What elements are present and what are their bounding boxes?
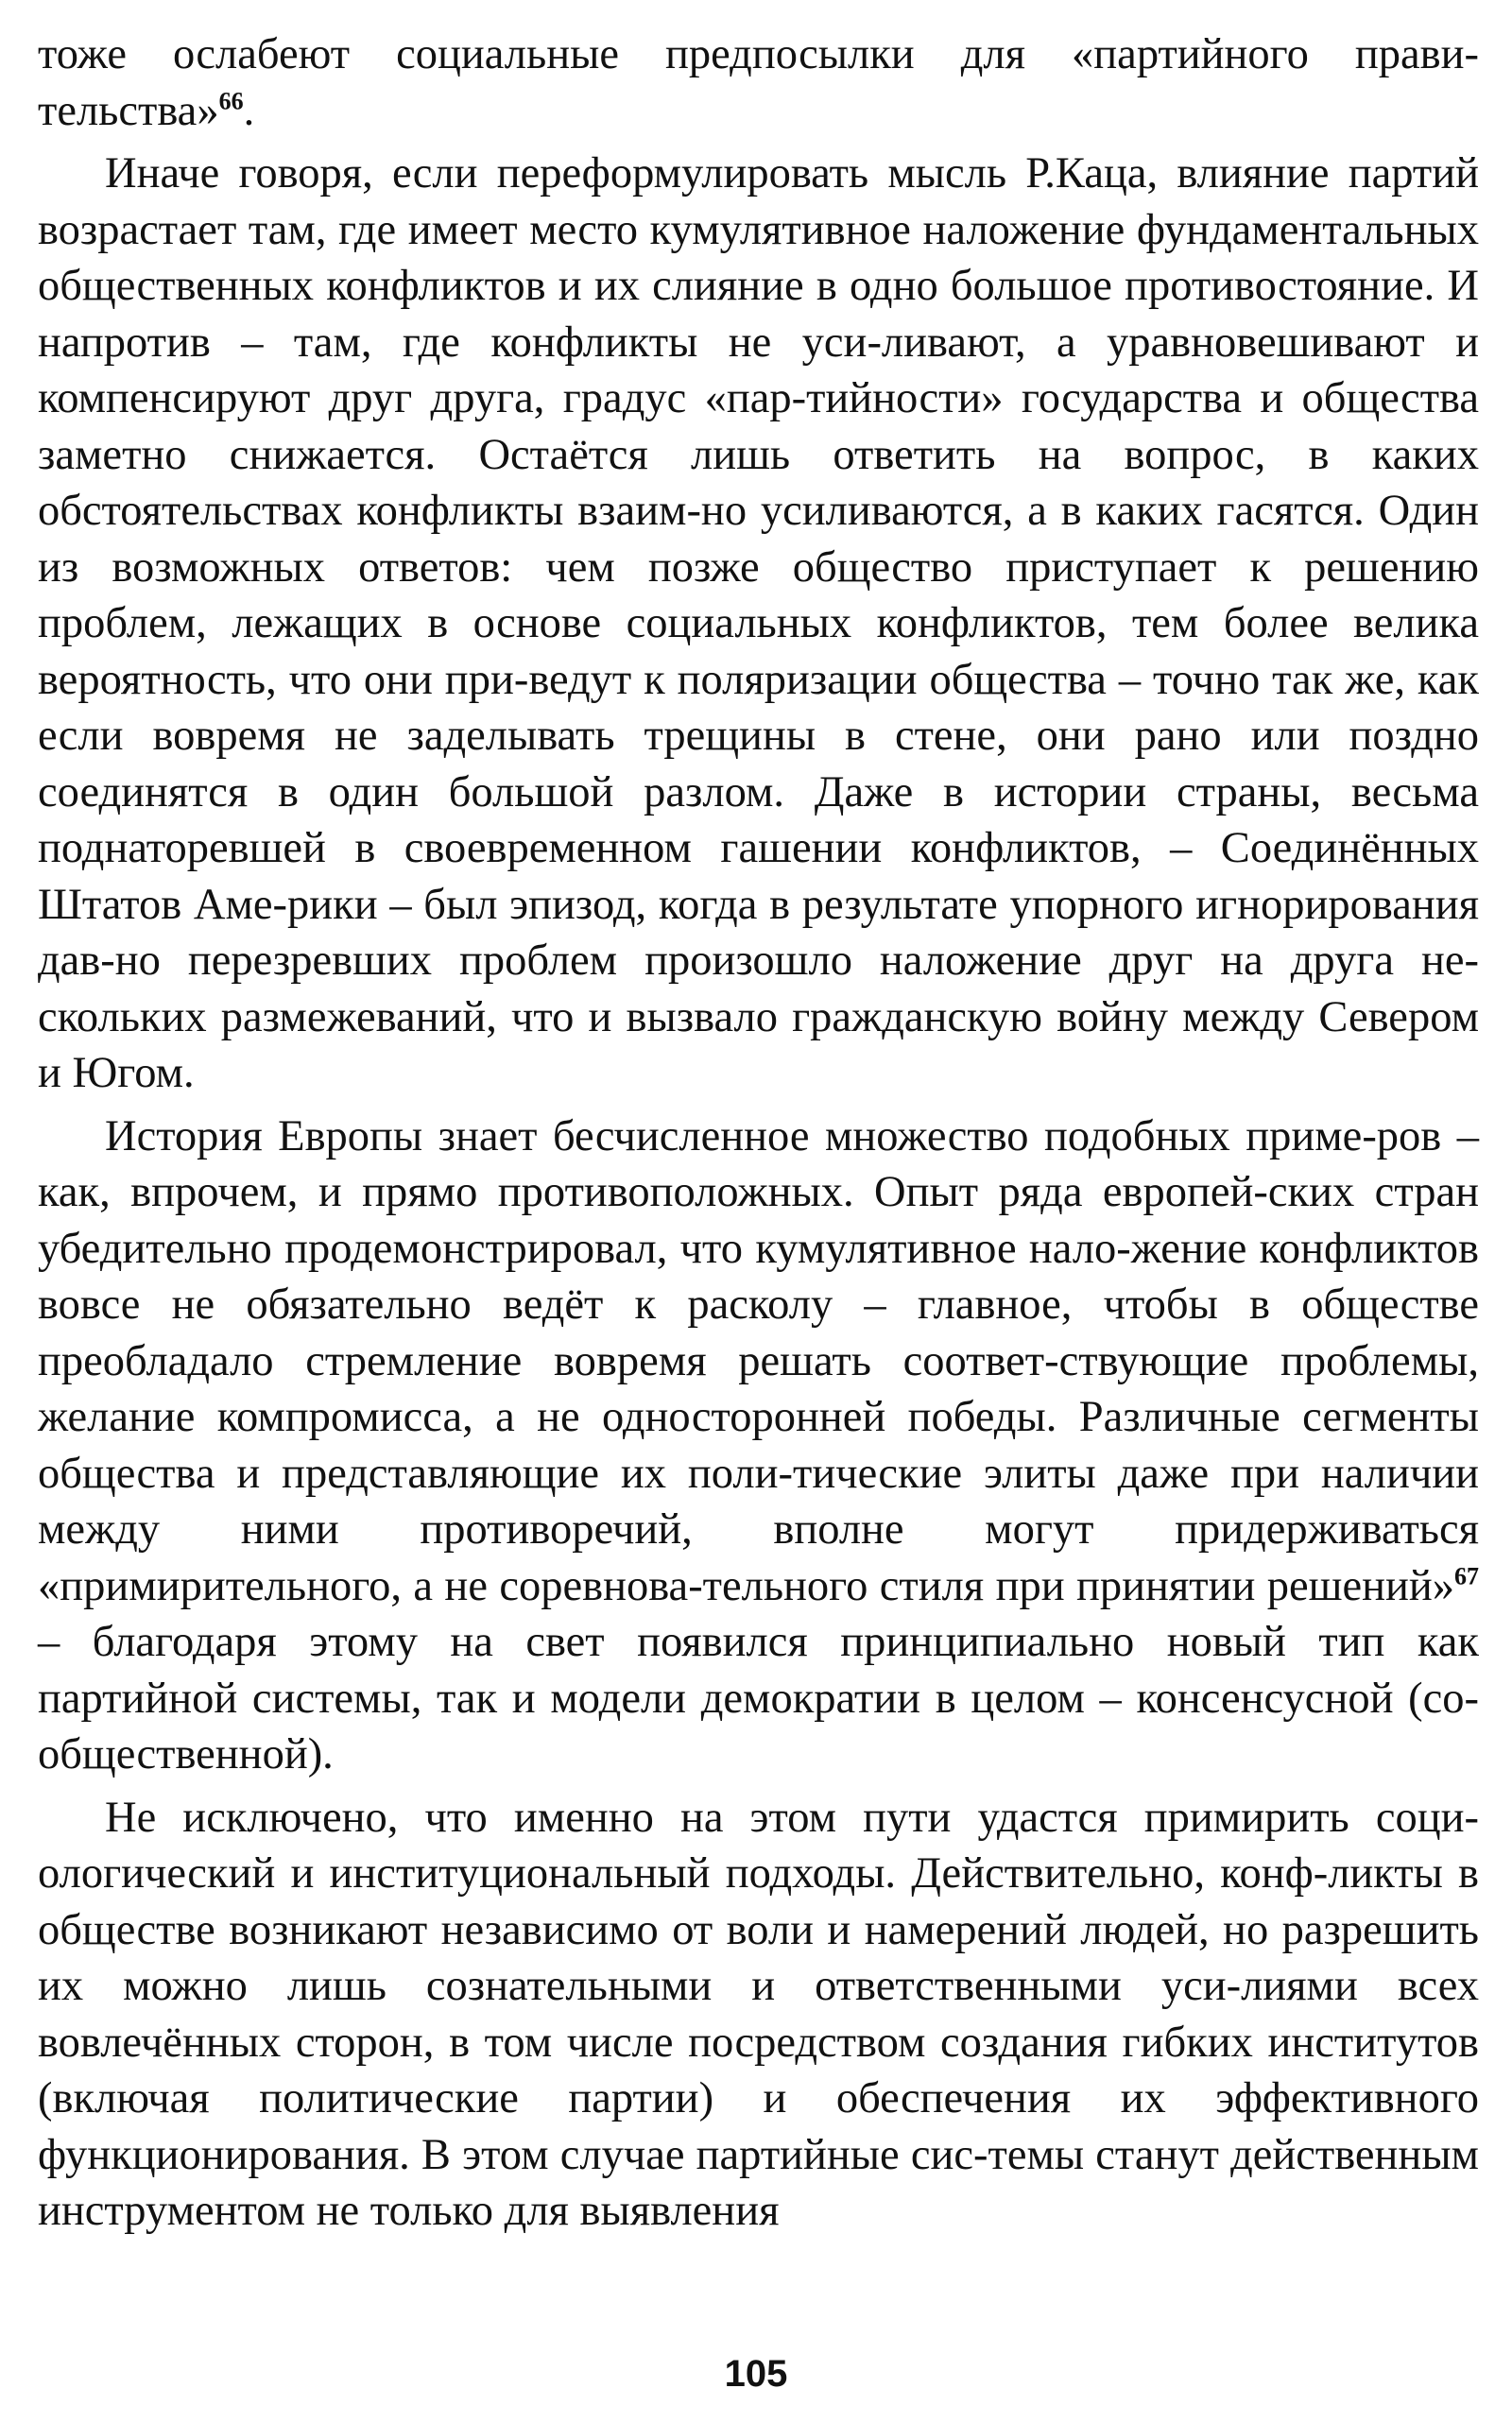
page-number: 105 [724,2353,788,2395]
paragraph-text-after-footnote: . [243,86,255,135]
paragraph-text: тоже ослабеют социальные предпосылки для «партийного прави-тельства» [38,30,1479,135]
paragraph [38,146,1479,1102]
page-body-text [38,26,1479,2240]
footnote-marker: 67 [1454,1562,1479,1590]
paragraph [38,26,1479,139]
paragraph-text-after-footnote: – благодаря этому на свет появился принципиально новый тип как партийной системы, так и модели демократии в целом – консенсусной (со-общественной). [38,1618,1479,1779]
paragraph [38,1108,1479,1783]
paragraph [38,1790,1479,2240]
paragraph-text: Иначе говоря, если переформулировать мысль Р.Каца, влияние партий возрастает там, где имеет место кумулятивное наложение фундаментальных общественных конфликтов и их слияние в одно большое противостояние. И напротив – там, где конфликты не уси-ливают, а уравновешивают и компенсируют друг друга, градус «пар-тийности» государства и общества заметно снижается. Остаётся лишь ответить на вопрос, в каких обстоятельствах конфликты взаим-но усиливаются, а в каких гасятся. Один из возможных ответов: чем позже общество приступает к решению проблем, лежащих в основе социальных конфликтов, тем более велика вероятность, что они при-ведут к поляризации общества – точно так же, как если вовремя не заделывать трещины в стене, они рано или поздно соединятся в один большой разлом. Даже в истории страны, весьма поднаторевшей в своевременном гашении конфликтов, – Соединённых Штатов Аме-рики – был эпизод, когда в результате упорного игнорирования дав-но перезревших проблем произошло наложение друг на друга не-скольких размежеваний, что и вызвало гражданскую войну между Севером и Югом. [38,149,1479,1097]
paragraph-text: История Европы знает бесчисленное множество подобных приме-ров – как, впрочем, и прямо противоположных. Опыт ряда европей-ских стран убедительно продемонстрировал, что кумулятивное нало-жение конфликтов вовсе не обязательно ведёт к расколу – главное, чтобы в обществе преобладало стремление вовремя решать соответ-ствующие проблемы, желание компромисса, а не односторонней победы. Различные сегменты общества и представляющие их поли-тические элиты даже при наличии между ними противоречий, вполне могут придерживаться «примирительного, а не соревнова-тельного стиля при принятии решений» [38,1111,1479,1610]
paragraph-text: Не исключено, что именно на этом пути удастся примирить соци-ологический и институциональный подходы. Действительно, конф-ликты в обществе возникают независимо от воли и намерений людей, но разрешить их можно лишь сознательными и ответственными уси-лиями всех вовлечённых сторон, в том числе посредством создания гибких институтов (включая политические партии) и обеспечения их эффективного функционирования. В этом случае партийные сис-темы станут действенным инструментом не только для выявления [38,1793,1479,2235]
footnote-marker: 66 [218,87,244,114]
